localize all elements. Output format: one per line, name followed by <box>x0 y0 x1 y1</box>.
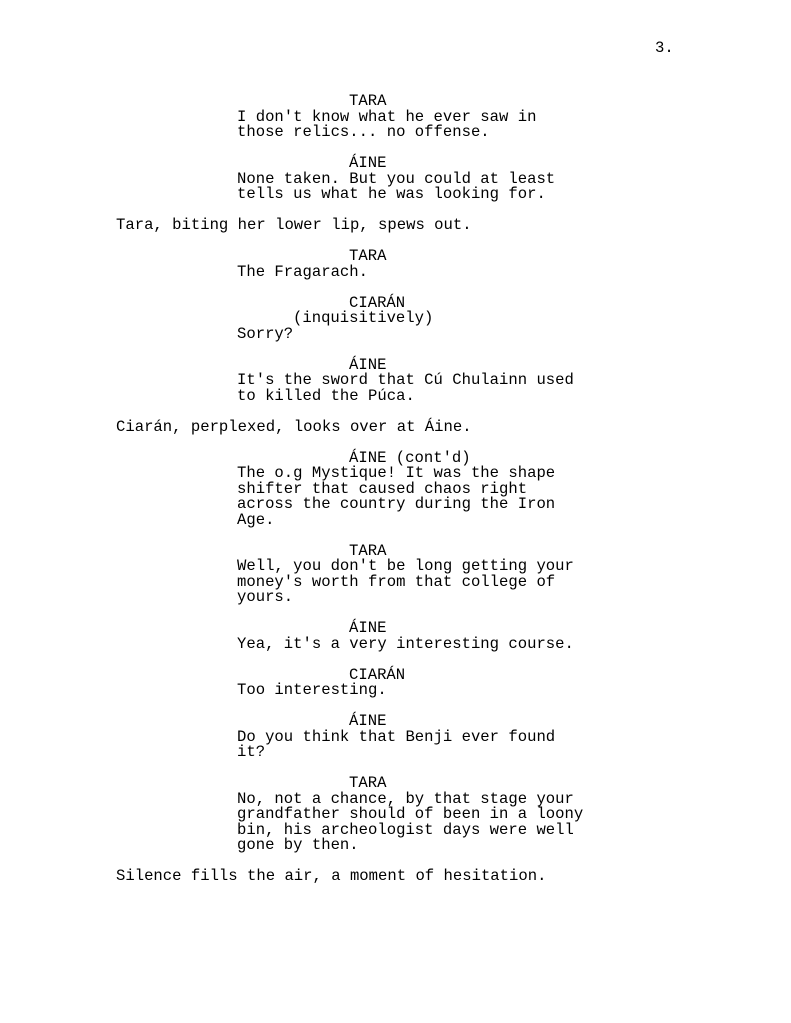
dialogue-line: None taken. But you could at least <box>237 169 556 188</box>
dialogue-line: yours. <box>237 588 294 606</box>
blank-line <box>0 234 791 250</box>
character-name: ÁINE <box>349 355 387 374</box>
character-name: TARA <box>349 774 387 792</box>
character-name: TARA <box>349 541 387 560</box>
dialogue-line: gone by then. <box>237 836 359 854</box>
blank-line <box>0 699 791 715</box>
dialogue-line: to killed the Púca. <box>237 386 415 405</box>
dialogue-line: across the country during the Iron <box>237 495 556 513</box>
dialogue-line: Yea, it's a very interesting course. <box>237 634 574 653</box>
character-name: ÁINE (cont'd) <box>349 448 471 467</box>
dialogue-line: No, not a chance, by that stage your <box>237 789 574 808</box>
dialogue-line: The o.g Mystique! It was the shape <box>237 464 556 482</box>
parenthetical: (inquisitively) <box>293 309 434 327</box>
dialogue-line: bin, his archeologist days were well <box>237 820 574 839</box>
character-name: ÁINE <box>349 154 387 172</box>
character-name: ÁINE <box>349 712 387 730</box>
dialogue-line: tells us what he was looking for. <box>237 185 546 203</box>
dialogue-line: those relics... no offense. <box>237 123 490 141</box>
character-name: CIARÁN <box>349 293 406 312</box>
dialogue-line: grandfather should of been in a loony <box>237 805 584 823</box>
dialogue-line: Do you think that Benji ever found <box>237 727 556 746</box>
dialogue-line: It's the sword that Cú Chulainn used <box>237 371 574 389</box>
blank-line <box>0 606 791 622</box>
blank-line <box>0 528 791 544</box>
dialogue-line: The Fragarach. <box>237 262 369 281</box>
blank-line <box>0 141 791 157</box>
dialogue-line: Too interesting. <box>237 681 387 699</box>
character-name: CIARÁN <box>349 665 406 684</box>
action-line: Tara, biting her lower lip, spews out. <box>116 216 472 234</box>
dialogue-line: I don't know what he ever saw in <box>237 107 537 126</box>
dialogue-line: money's worth from that college of <box>237 572 556 591</box>
action-line: Ciarán, perplexed, looks over at Áine. <box>116 417 472 436</box>
blank-line <box>0 761 791 777</box>
action-line: Silence fills the air, a moment of hesitation. <box>116 867 547 885</box>
dialogue-line: Well, you don't be long getting your <box>237 557 574 575</box>
script-body <box>0 94 791 885</box>
character-name: ÁINE <box>349 619 387 637</box>
character-name: TARA <box>349 247 387 265</box>
page-number: 3. <box>655 39 674 57</box>
character-name: TARA <box>349 92 387 110</box>
dialogue-line: Sorry? <box>237 324 294 343</box>
dialogue-line: Age. <box>237 510 275 529</box>
dialogue-line: shifter that caused chaos right <box>237 479 528 498</box>
blank-line <box>0 342 791 358</box>
dialogue-line: it? <box>237 743 266 761</box>
